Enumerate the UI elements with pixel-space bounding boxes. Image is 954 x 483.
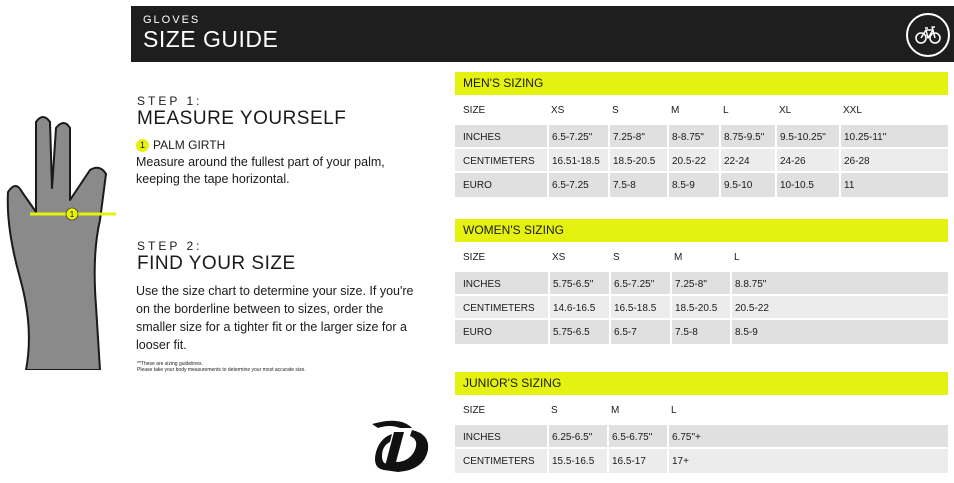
- table-cell: 17+: [667, 449, 689, 473]
- palm-girth-label: [136, 138, 225, 152]
- table-cell: 6.75"+: [667, 425, 701, 449]
- header-cell: XXL: [843, 104, 862, 116]
- palm-girth-text: PALM GIRTH: [153, 138, 226, 152]
- womens-sizing-title: WOMEN'S SIZING: [455, 219, 948, 242]
- table-cell: 6.25-6.5": [547, 425, 592, 449]
- table-cell: 5.75-6.5": [548, 272, 593, 296]
- table-row: [455, 173, 948, 197]
- mens-sizing-title: MEN'S SIZING: [455, 72, 948, 95]
- header-cell: L: [723, 104, 729, 116]
- table-cell: 18.5-20.5: [608, 149, 655, 173]
- fine-print-line: Please take your body measurements to determine your most accurate size.: [137, 367, 306, 373]
- step2-line: looser fit.: [136, 338, 187, 352]
- header-cell: M: [674, 251, 683, 263]
- step1-line: Measure around the fullest part of your palm,: [136, 155, 385, 169]
- page-title: SIZE GUIDE: [143, 26, 279, 52]
- row-label: INCHES: [463, 278, 501, 290]
- hand-marker-label: 1: [69, 210, 75, 219]
- row-label: EURO: [463, 179, 492, 191]
- table-cell: 20.5-22: [667, 149, 706, 173]
- header-cell: S: [551, 404, 558, 416]
- table-cell: 7.5-8: [608, 173, 636, 197]
- table-cell: 10.25-11": [839, 125, 886, 149]
- step1-label: STEP 1:: [137, 94, 203, 108]
- table-cell: 15.5-16.5: [547, 449, 594, 473]
- mens-sizing-table: [455, 72, 948, 197]
- header-cell: XS: [552, 251, 566, 263]
- header-cell: M: [611, 404, 620, 416]
- juniors-sizing-table: [455, 372, 948, 473]
- header-cell: M: [671, 104, 680, 116]
- table-cell: 7.5-8: [670, 320, 698, 344]
- header-cell: SIZE: [463, 251, 486, 263]
- header-cell: XL: [779, 104, 792, 116]
- step2-label: STEP 2:: [137, 239, 203, 253]
- header-cell: XS: [551, 104, 565, 116]
- header-cell: L: [671, 404, 677, 416]
- table-cell: 6.5-6.75": [607, 425, 652, 449]
- table-row: [455, 125, 948, 149]
- step2-line: on the borderline between to sizes, order the: [136, 302, 384, 316]
- table-cell: 7.25-8": [608, 125, 645, 149]
- step2-description: [136, 282, 414, 354]
- fine-print-line: **These are sizing guidelines.: [137, 361, 203, 367]
- table-cell: 10-10.5: [775, 173, 814, 197]
- table-cell: 6.5-7.25": [547, 125, 592, 149]
- marker-badge: 1: [136, 139, 149, 152]
- header-eyebrow: GLOVES: [143, 14, 201, 26]
- header-bar: [131, 6, 954, 62]
- table-cell: 24-26: [775, 149, 806, 173]
- table-cell: 16.5-18.5: [609, 296, 656, 320]
- row-label: INCHES: [463, 131, 501, 143]
- header-cell: SIZE: [463, 104, 486, 116]
- step1-title: MEASURE YOURSELF: [137, 108, 347, 129]
- row-label: CENTIMETERS: [463, 302, 535, 314]
- row-label: EURO: [463, 326, 492, 338]
- table-cell: 16.51-18.5: [547, 149, 600, 173]
- row-label: INCHES: [463, 431, 501, 443]
- step2-title: FIND YOUR SIZE: [137, 253, 296, 274]
- step1-description: [136, 154, 385, 188]
- table-header-row: [455, 395, 948, 425]
- table-row: [455, 449, 948, 473]
- table-cell: 5.75-6.5: [548, 320, 590, 344]
- table-row: [455, 425, 948, 449]
- row-label: CENTIMETERS: [463, 455, 535, 467]
- juniors-sizing-title: JUNIOR'S SIZING: [455, 372, 948, 395]
- table-cell: 18.5-20.5: [670, 296, 717, 320]
- step1-line: keeping the tape horizontal.: [136, 172, 290, 186]
- table-row: [455, 320, 948, 344]
- table-cell: 6.5-7: [609, 320, 637, 344]
- table-cell: 8.5-9: [667, 173, 695, 197]
- table-cell: 6.5-7.25: [547, 173, 589, 197]
- table-row: [455, 272, 948, 296]
- row-label: CENTIMETERS: [463, 155, 535, 167]
- table-row: [455, 149, 948, 173]
- table-cell: 8-8.75": [667, 125, 704, 149]
- table-cell: 6.5-7.25": [609, 272, 654, 296]
- table-cell: 26-28: [839, 149, 870, 173]
- table-cell: 8.75-9.5": [719, 125, 764, 149]
- table-cell: 14.6-16.5: [548, 296, 595, 320]
- table-header-row: [455, 242, 948, 272]
- table-cell: 8.5-9: [730, 320, 758, 344]
- header-cell: S: [612, 104, 619, 116]
- header-cell: SIZE: [463, 404, 486, 416]
- step2-line: Use the size chart to determine your size. If you're: [136, 284, 414, 298]
- header-cell: L: [734, 251, 740, 263]
- womens-sizing-table: [455, 219, 948, 344]
- header-cell: S: [613, 251, 620, 263]
- table-cell: 8.8.75": [730, 272, 766, 296]
- table-cell: 7.25-8": [670, 272, 707, 296]
- table-cell: 20.5-22: [730, 296, 769, 320]
- table-cell: 16.5-17: [607, 449, 646, 473]
- fine-print: [137, 361, 397, 373]
- table-cell: 22-24: [719, 149, 750, 173]
- table-cell: 11: [839, 173, 854, 197]
- table-cell: 9.5-10.25": [775, 125, 826, 149]
- bicycle-icon: [906, 13, 950, 57]
- table-cell: 9.5-10: [719, 173, 752, 197]
- table-header-row: [455, 95, 948, 125]
- brand-logo: [364, 418, 436, 483]
- table-row: [455, 296, 948, 320]
- step2-line: smaller size for a tighter fit or the larger size for a: [136, 320, 407, 334]
- hand-illustration: [0, 108, 130, 375]
